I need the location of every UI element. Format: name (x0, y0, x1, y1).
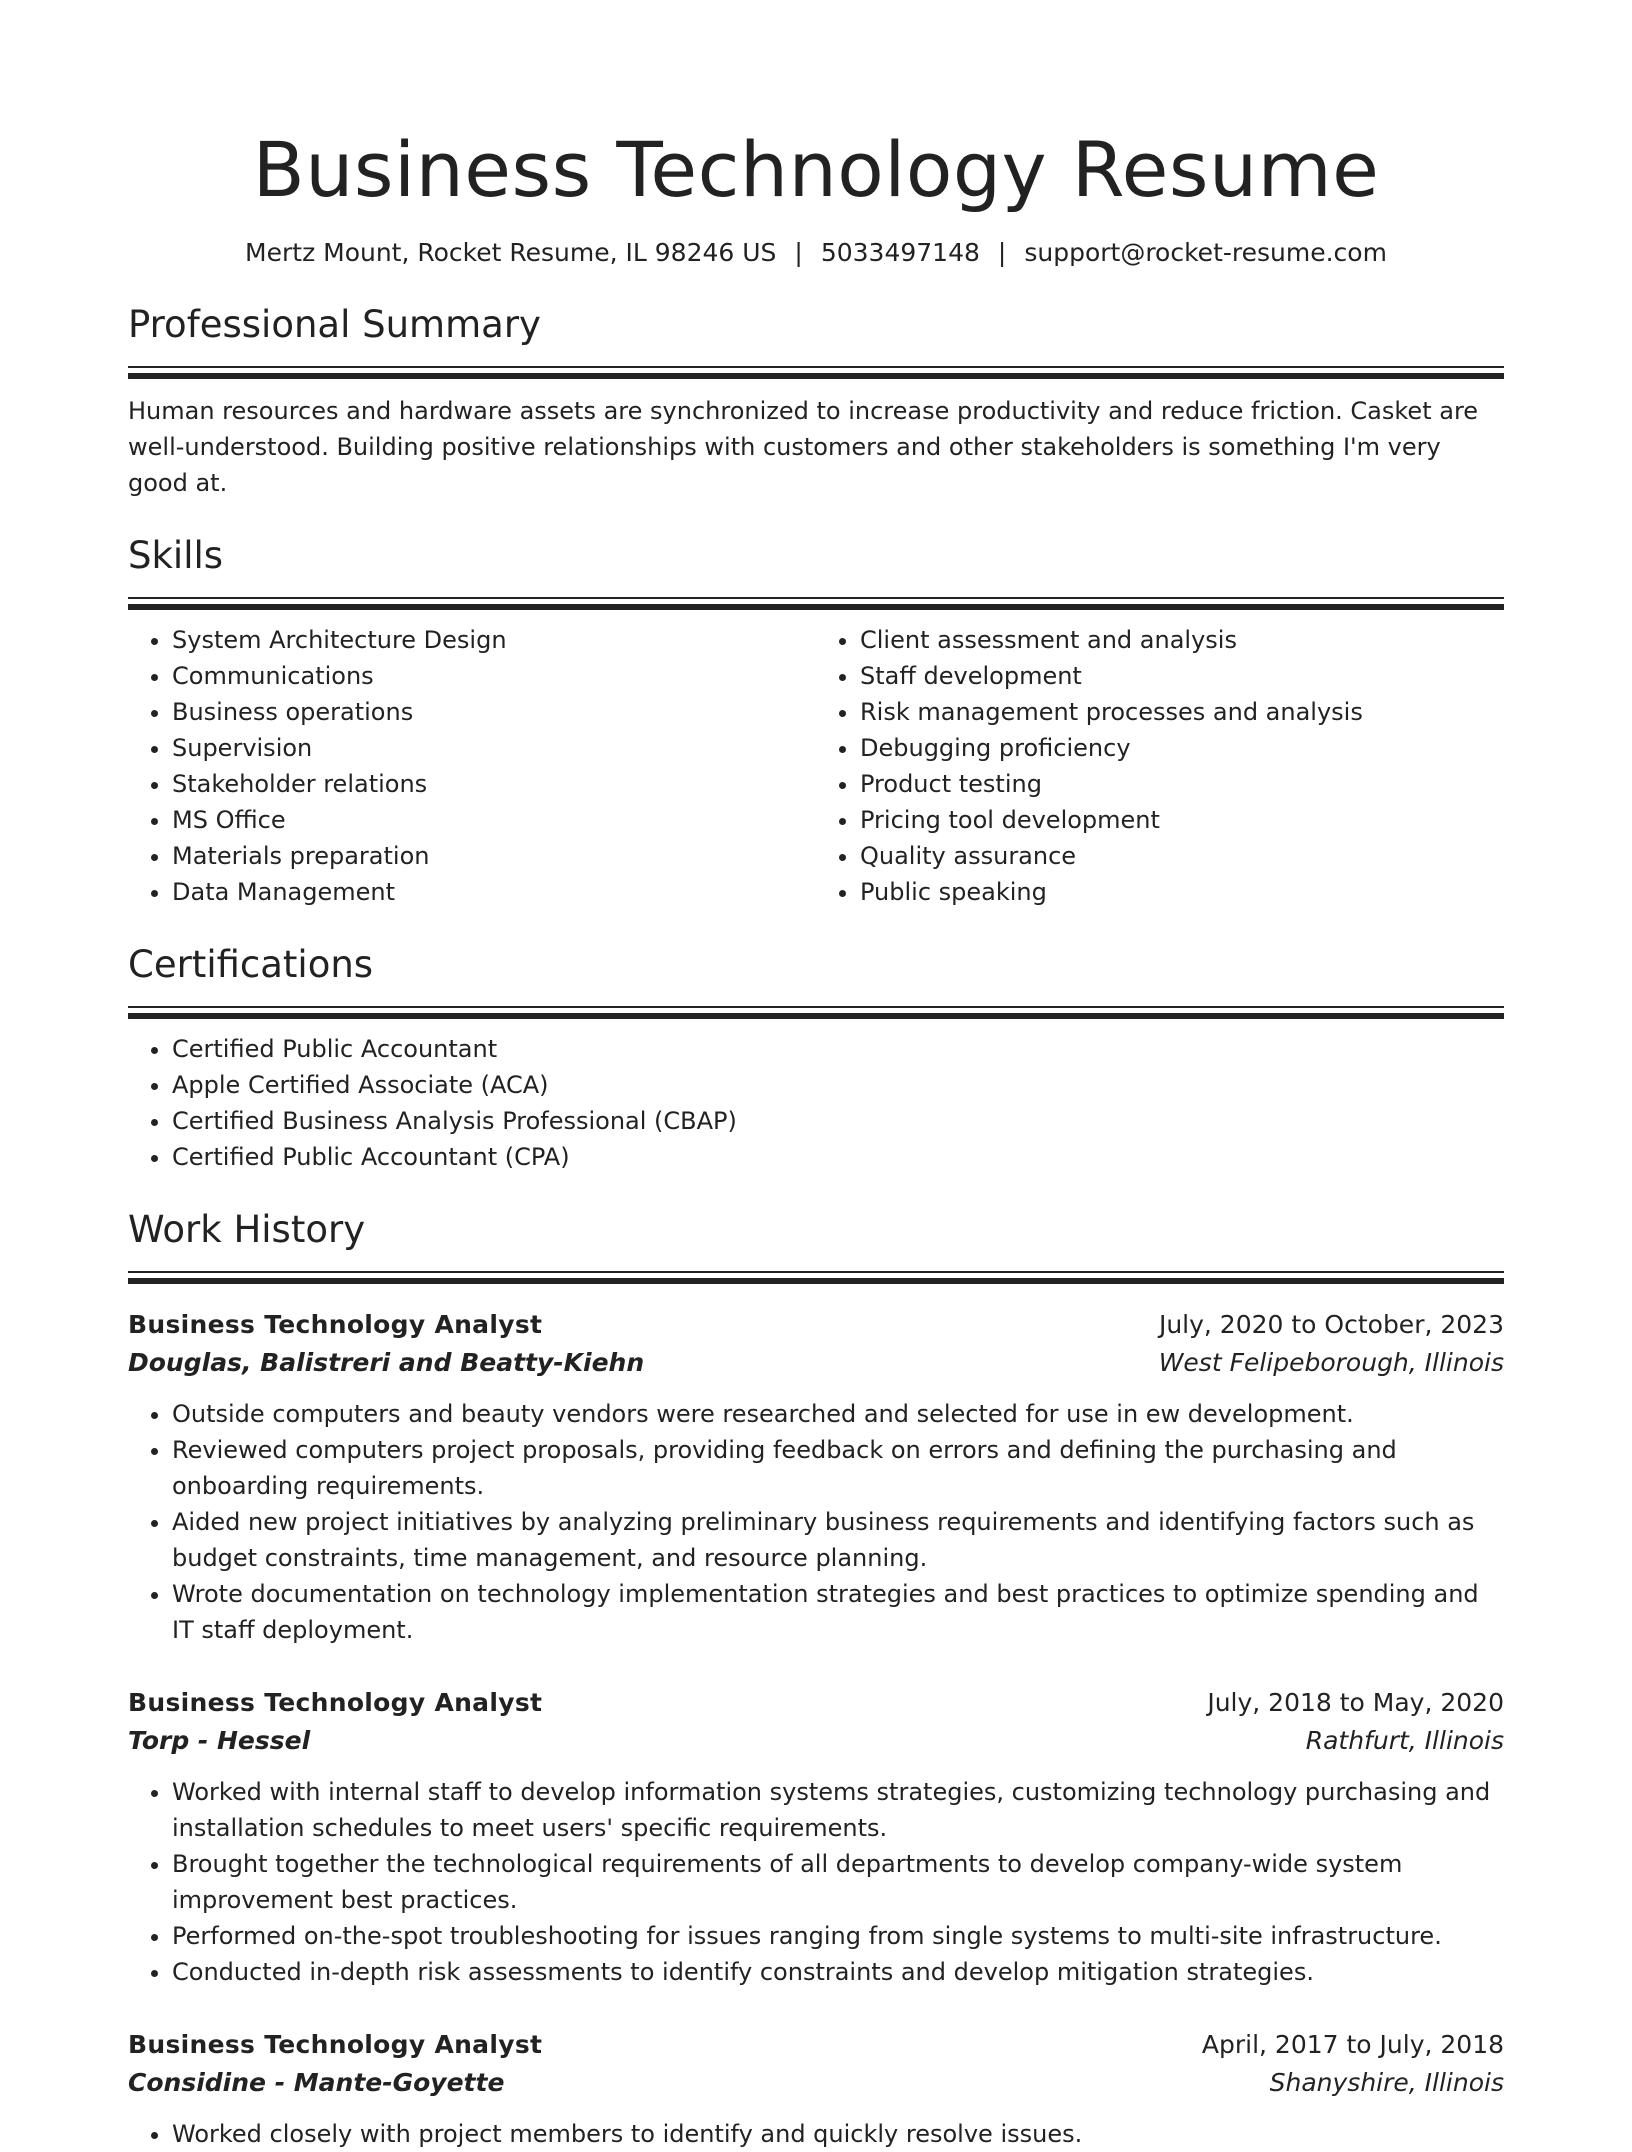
job-location: West Felipeborough, Illinois (1158, 1348, 1504, 1377)
skill-item: • Stakeholder relations (172, 766, 816, 802)
job-title: Business Technology Analyst (128, 2030, 543, 2059)
certification-item: • Apple Certified Associate (ACA) (172, 1067, 1504, 1103)
job-bullet-list (128, 1396, 1504, 1648)
job-bullet-list (128, 1774, 1504, 1990)
skill-item: • Pricing tool development (860, 802, 1504, 838)
section-divider (128, 1271, 1504, 1284)
job-company: Considine - Mante-Goyette (128, 2068, 505, 2097)
job-entry (128, 1306, 1504, 1648)
skill-item: • MS Office (172, 802, 816, 838)
job-title: Business Technology Analyst (128, 1688, 543, 1717)
skill-item: • Quality assurance (860, 838, 1504, 874)
contact-line (128, 236, 1504, 270)
section-divider (128, 366, 1504, 379)
certifications-section (128, 940, 1504, 1175)
section-divider (128, 597, 1504, 610)
job-bullet: • Worked with internal staff to develop information systems strategies, customizing technology purchasing and installation schedules to meet users' specific requirements. (172, 1774, 1504, 1846)
certification-item: • Certified Public Accountant (172, 1031, 1504, 1067)
skill-item: • Communications (172, 658, 816, 694)
skill-item: • System Architecture Design (172, 622, 816, 658)
job-bullet: • Outside computers and beauty vendors were researched and selected for use in ew development. (172, 1396, 1504, 1432)
job-bullet: • Aided new project initiatives by analyzing preliminary business requirements and identifying factors such as budget constraints, time management, and resource planning. (172, 1504, 1504, 1576)
job-bullet: • Reviewed computers project proposals, providing feedback on errors and defining the purchasing and onboarding requirements. (172, 1432, 1504, 1504)
contact-separator: | (794, 238, 803, 267)
job-title-row (128, 1306, 1504, 1344)
skills-columns (128, 622, 1504, 910)
work-history-heading: Work History (128, 1208, 366, 1251)
summary-section (128, 300, 1504, 501)
job-entry (128, 1684, 1504, 1990)
job-title: Business Technology Analyst (128, 1310, 543, 1339)
job-company: Douglas, Balistreri and Beatty-Kiehn (128, 1348, 645, 1377)
resume-title: Business Technology Resume (252, 125, 1380, 214)
skill-item: • Public speaking (860, 874, 1504, 910)
certifications-list (128, 1031, 1504, 1175)
job-company: Torp - Hessel (128, 1726, 311, 1755)
job-title-row (128, 2026, 1504, 2064)
skill-item: • Debugging proficiency (860, 730, 1504, 766)
job-company-row (128, 1344, 1504, 1382)
skill-item: • Supervision (172, 730, 816, 766)
skill-item: • Product testing (860, 766, 1504, 802)
section-divider (128, 1006, 1504, 1019)
job-dates: July, 2020 to October, 2023 (1158, 1310, 1504, 1339)
skill-item: • Materials preparation (172, 838, 816, 874)
skill-item: • Business operations (172, 694, 816, 730)
summary-text: Human resources and hardware assets are synchronized to increase productivity and reduce friction. Casket are well-understood. Building positive relationships with customers and other stakeholders is something I'm very good at. (128, 397, 1479, 497)
contact-phone: 5033497148 (820, 238, 980, 267)
skills-column-left (128, 622, 816, 910)
job-dates: July, 2018 to May, 2020 (1207, 1688, 1504, 1717)
job-title-row (128, 1684, 1504, 1722)
summary-heading: Professional Summary (128, 303, 541, 346)
skills-list-right (816, 622, 1504, 910)
work-history-section (128, 1205, 1504, 2152)
contact-separator: | (997, 238, 1007, 267)
job-bullet: • Worked closely with project members to identify and quickly resolve issues. (172, 2116, 1504, 2152)
job-company-row (128, 1722, 1504, 1760)
job-bullet: • Performed on-the-spot troubleshooting for issues ranging from single systems to multi-site infrastructure. (172, 1918, 1504, 1954)
job-location: Rathfurt, Illinois (1305, 1726, 1504, 1755)
job-location: Shanyshire, Illinois (1269, 2068, 1504, 2097)
contact-address: Mertz Mount, Rocket Resume, IL 98246 US (245, 238, 777, 267)
skills-column-right (816, 622, 1504, 910)
job-entry (128, 2026, 1504, 2152)
job-company-row (128, 2064, 1504, 2102)
certifications-heading: Certifications (128, 943, 374, 986)
job-dates: April, 2017 to July, 2018 (1201, 2030, 1504, 2059)
certification-item: • Certified Business Analysis Professional (CBAP) (172, 1103, 1504, 1139)
contact-email: support@rocket-resume.com (1024, 238, 1387, 267)
job-bullet: • Wrote documentation on technology implementation strategies and best practices to optimize spending and IT staff deployment. (172, 1576, 1504, 1648)
skills-list-left (128, 622, 816, 910)
skill-item: • Client assessment and analysis (860, 622, 1504, 658)
skills-heading: Skills (128, 534, 224, 577)
skill-item: • Staff development (860, 658, 1504, 694)
skills-section (128, 531, 1504, 910)
job-bullet: • Brought together the technological requirements of all departments to develop company-wide system improvement best practices. (172, 1846, 1504, 1918)
skill-item: • Risk management processes and analysis (860, 694, 1504, 730)
job-bullet: • Conducted in-depth risk assessments to identify constraints and develop mitigation strategies. (172, 1954, 1504, 1990)
certification-item: • Certified Public Accountant (CPA) (172, 1139, 1504, 1175)
job-bullet-list (128, 2116, 1504, 2152)
skill-item: • Data Management (172, 874, 816, 910)
